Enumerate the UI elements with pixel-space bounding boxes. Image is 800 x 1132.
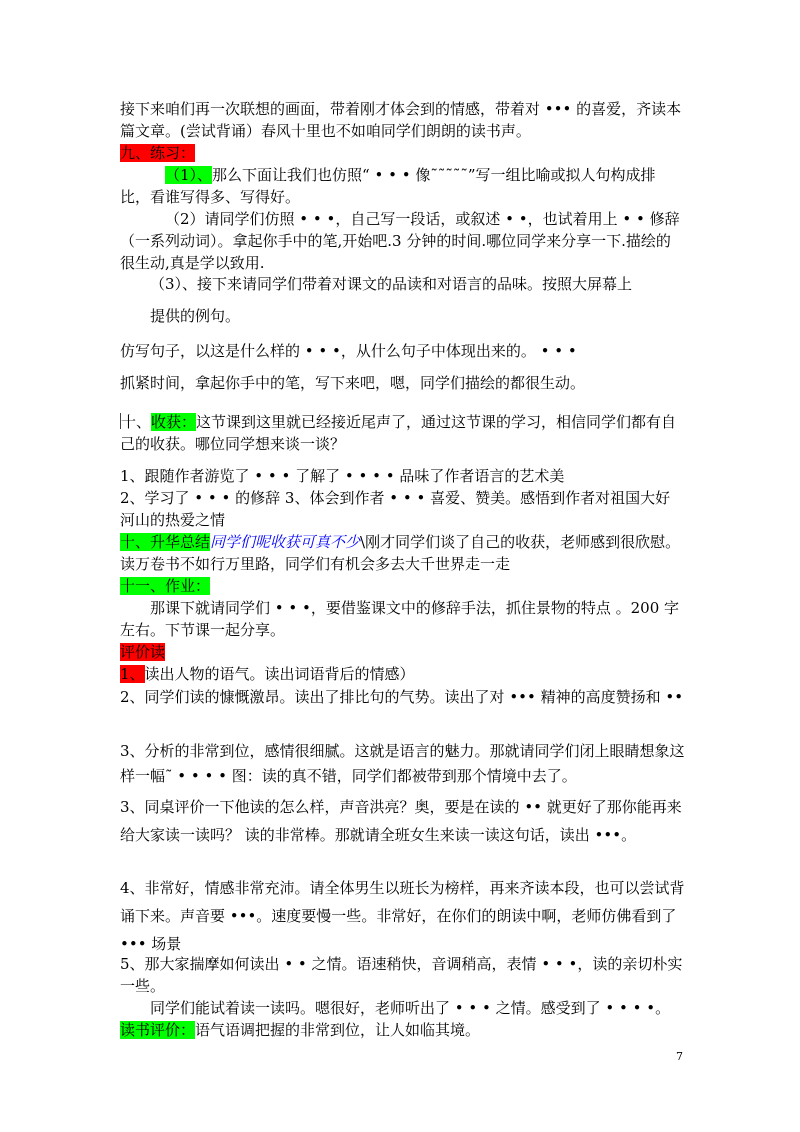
exercise-3-cont-text: 提供的例句。 xyxy=(150,307,241,325)
section-11-heading xyxy=(120,575,685,597)
section-11-label: 十一、作业： xyxy=(120,577,211,595)
paragraph-imitate-text: 仿写句子，以这是什么样的 • • •，从什么句子中体现出来的。 • • • xyxy=(120,342,577,360)
section-10b-label: 十、升华总结 xyxy=(120,533,211,551)
evaluation-item-3 xyxy=(120,739,685,789)
evaluation-item-2 xyxy=(120,685,685,710)
exercise-3 xyxy=(120,273,685,295)
evaluation-item-4-text: 4、非常好，情感非常充沛。请全体男生以班长为榜样，再来齐读本段，也可以尝试背诵下来。声音要 •••。速度要慢一些。非常好，在你们的朗读中啊，老师仿佛看到了 ••• 场景 xyxy=(120,879,685,953)
evaluation-item-6 xyxy=(120,997,685,1019)
gain-item-2 xyxy=(120,487,685,531)
section-10 xyxy=(120,411,685,455)
evaluation-item-6-text: 同学们能试着读一读吗。嗯很好，老师听出了 • • • 之情。感受到了 • • • •。 xyxy=(150,999,671,1017)
section-9-heading xyxy=(120,142,685,164)
homework-text: 那课下就请同学们 • • •，要借鉴课文中的修辞手法，抓住景物的特点 。200 字左右。下节课一起分享。 xyxy=(120,599,680,639)
gain-item-1-text: 1、跟随作者游览了 • • • 了解了 • • • • 品味了作者语言的艺术美 xyxy=(120,467,565,485)
evaluation-item-3-text: 3、分析的非常到位，感情很细腻。这就是语言的魅力。那就请同学们闭上眼睛想象这样一幅˜ • • • • 图：读的真不错，同学们都被带到那个情境中去了。 xyxy=(120,742,685,785)
homework xyxy=(120,597,685,641)
evaluation-item-1 xyxy=(120,663,685,685)
section-10b-text: \刚才同学们谈了自己的收获，老师感到很欣慰。读万卷书不如行万里路，同学们有机会多去大千世界走一走 xyxy=(120,533,681,573)
evaluation-heading xyxy=(120,641,685,663)
gain-item-2-text: 2、学习了 • • • 的修辞 3、体会到作者 • • • 喜爱、赞美。感悟到作者对祖国大好河山的热爱之情 xyxy=(120,489,671,529)
evaluation-item-2-text: 2、同学们读的慷慨激昂。读出了排比句的气势。读出了对 ••• 精神的高度赞扬和 •• xyxy=(120,688,684,706)
paragraph-hurry-text: 抓紧时间，拿起你手中的笔，写下来吧，嗯，同学们描绘的都很生动。 xyxy=(120,374,586,392)
evaluation-item-3b-text: 3、同桌评价一下他读的怎么样，声音洪亮？奥，要是在读的 •• 就更好了那你能再来给大家读一读吗？ 读的非常棒。那就请全班女生来读一读这句话，读出 •••。 xyxy=(120,798,682,844)
exercise-1 xyxy=(120,164,685,208)
exercise-2-text: （2）请同学们仿照 • • •，自己写一段话，或叙述 • •，也试着用上 • • 修辞（一系列动词）。拿起你手中的笔,开始吧.3 分钟的时间.哪位同学来分享一下.描绘的很生动,真是学以致用. xyxy=(120,210,680,272)
evaluation-item-4 xyxy=(120,874,685,958)
paragraph-imitate xyxy=(120,340,685,362)
paragraph-hurry xyxy=(120,372,685,394)
exercise-1-text: 那么下面让我们也仿照“ • • • 像˜˜˜˜˜”写一组比喻或拟人句构成排比，看谁写得多、写得好。 xyxy=(120,166,656,206)
reading-review-text: 语气语调把握的非常到位，让人如临其境。 xyxy=(195,1021,481,1039)
section-10-prefix: 十、 xyxy=(121,413,152,431)
exercise-2 xyxy=(120,208,685,274)
exercise-3-continued xyxy=(120,305,685,327)
evaluation-item-5 xyxy=(120,953,685,997)
reading-review xyxy=(120,1019,685,1041)
gain-item-1 xyxy=(120,465,685,487)
section-10b-highlight: 同学们呢收获可真不少 xyxy=(210,533,361,551)
section-10-text: 这节课到这里就已经接近尾声了，通过这节课的学习，相信同学们都有自己的收获。哪位同学想来谈一谈？ xyxy=(120,413,677,453)
evaluation-item-3b xyxy=(120,793,685,849)
page-number: 7 xyxy=(676,1050,683,1063)
exercise-1-label: （1）、 xyxy=(165,166,213,184)
paragraph-recite xyxy=(120,98,685,142)
section-9-label: 九、练习： xyxy=(120,144,196,162)
evaluation-item-1-text: 读出人物的语气。读出词语背后的情感） xyxy=(144,665,415,683)
exercise-3-text: （3）、接下来请同学们带着对课文的品读和对语言的品味。按照大屏幕上 xyxy=(150,275,633,293)
evaluation-label: 评价读 xyxy=(120,643,166,661)
paragraph-recite-text: 接下来咱们再一次联想的画面，带着刚才体会到的情感，带着对 ••• 的喜爱，齐读本篇文章。(尝试背诵）春风十里也不如咱同学们朗朗的读书声。 xyxy=(120,100,682,140)
evaluation-item-1-num: 1、 xyxy=(120,665,145,683)
section-10-summary xyxy=(120,531,685,575)
reading-review-label: 读书评价： xyxy=(120,1021,196,1039)
section-10-label: 收获： xyxy=(151,413,197,431)
evaluation-item-5-text: 5、那大家揣摩如何读出 • • 之情。语速稍快，音调稍高，表情 • • •，读的亲切朴实一些。 xyxy=(120,955,683,995)
